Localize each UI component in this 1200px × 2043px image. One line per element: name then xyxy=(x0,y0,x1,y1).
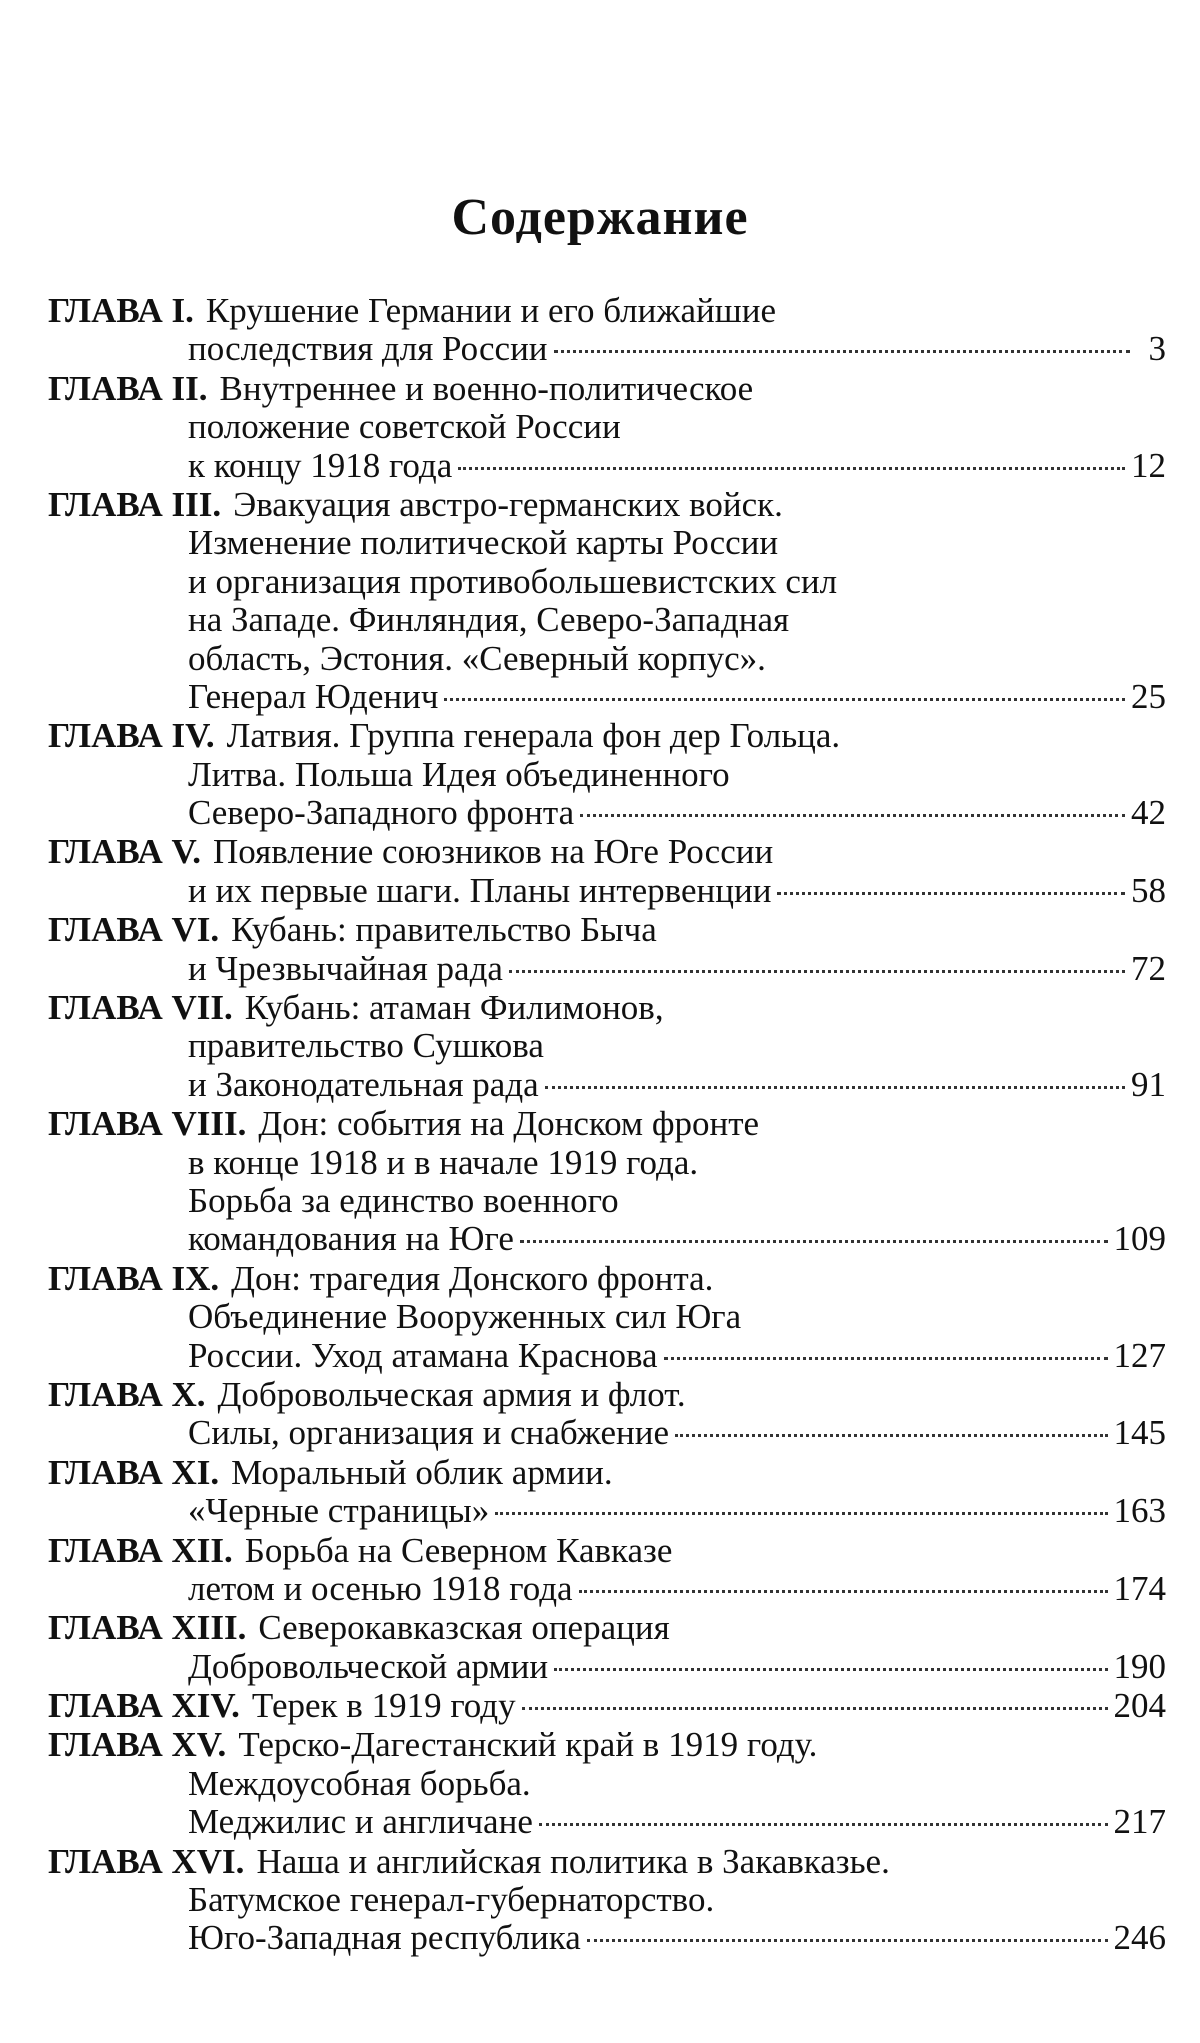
toc-line xyxy=(48,1414,1166,1452)
page-number: 42 xyxy=(1131,793,1166,833)
toc-line xyxy=(48,1570,1166,1608)
chapter-title-text: Дон: трагедия Донского фронта. xyxy=(231,1258,714,1298)
chapter-title-text: Батумское генерал-губернаторство. xyxy=(188,1880,715,1920)
chapter-label: ГЛАВА XII. xyxy=(48,1530,233,1570)
chapter-label: ГЛАВА I. xyxy=(48,291,194,330)
toc-line xyxy=(48,1765,1166,1803)
chapter-title-text: Дон: события на Донском фронте xyxy=(258,1104,760,1144)
chapter-title-text: Эвакуация австро-германских войск. xyxy=(233,484,783,524)
chapter-label: ГЛАВА VIII. xyxy=(48,1104,247,1144)
toc-line xyxy=(48,447,1166,485)
toc-line xyxy=(48,1881,1166,1919)
chapter-title-text: на Западе. Финляндия, Северо-Западная xyxy=(188,600,790,640)
chapter-title-text: Северо-Западного фронта xyxy=(188,793,575,833)
toc-line xyxy=(48,486,1166,524)
toc-line xyxy=(48,563,1166,601)
toc-entry xyxy=(48,1726,1166,1841)
page-number: 91 xyxy=(1131,1064,1166,1104)
dot-leader xyxy=(777,892,1125,895)
page-number: 163 xyxy=(1113,1491,1166,1531)
toc-line xyxy=(48,370,1166,408)
page-number: 72 xyxy=(1131,948,1166,988)
chapter-label: ГЛАВА X. xyxy=(48,1374,206,1414)
chapter-title-text: Кубань: правительство Быча xyxy=(231,910,657,950)
dot-leader xyxy=(444,698,1125,701)
chapter-title-text: Меджилис и англичане xyxy=(188,1802,533,1842)
page-number: 246 xyxy=(1113,1918,1166,1958)
page-number: 145 xyxy=(1113,1413,1166,1453)
page-number: 217 xyxy=(1113,1802,1166,1842)
toc-line xyxy=(48,1260,1166,1298)
toc-line xyxy=(48,833,1166,871)
chapter-title-text: Терско-Дагестанский край в 1919 году. xyxy=(238,1725,818,1765)
chapter-title-text: Внутреннее и военно-политическое xyxy=(219,368,754,408)
chapter-title-text: Кубань: атаман Филимонов, xyxy=(244,988,664,1028)
chapter-title-text: России. Уход атамана Краснова xyxy=(188,1335,658,1375)
chapter-title-text: Добровольческой армии xyxy=(188,1646,549,1686)
toc-line xyxy=(48,872,1166,910)
page-number: 190 xyxy=(1113,1646,1166,1686)
toc-line xyxy=(48,1609,1166,1647)
chapter-label: ГЛАВА II. xyxy=(48,368,208,408)
dot-leader xyxy=(664,1357,1108,1360)
chapter-title-text: Моральный облик армии. xyxy=(231,1452,613,1492)
toc-line xyxy=(48,950,1166,988)
toc-line xyxy=(48,408,1166,446)
page-number: 109 xyxy=(1113,1219,1166,1259)
toc-entry xyxy=(48,911,1166,988)
chapter-title-text: Наша и английская политика в Закавказье. xyxy=(256,1841,890,1881)
toc-entry xyxy=(48,370,1166,485)
dot-leader xyxy=(675,1434,1107,1437)
chapter-label: ГЛАВА V. xyxy=(48,832,202,872)
chapter-title-text: Силы, организация и снабжение xyxy=(188,1413,670,1453)
chapter-title-text: положение советской России xyxy=(188,407,621,447)
chapter-title-text: Юго-Западная республика xyxy=(188,1918,581,1958)
toc-line xyxy=(48,1919,1166,1957)
page-number: 12 xyxy=(1131,445,1166,485)
chapter-title-text: Изменение политической карты России xyxy=(188,523,779,563)
toc-line xyxy=(48,1298,1166,1336)
toc-entry xyxy=(48,717,1166,832)
toc-entry xyxy=(48,1532,1166,1609)
chapter-title-text: Появление союзников на Юге России xyxy=(213,832,774,872)
page-number: 127 xyxy=(1113,1335,1166,1375)
toc-entry xyxy=(48,1376,1166,1453)
toc-entry xyxy=(48,1843,1166,1958)
toc-line xyxy=(48,911,1166,949)
toc-line xyxy=(48,1182,1166,1220)
dot-leader xyxy=(580,814,1125,817)
chapter-label: ГЛАВА XI. xyxy=(48,1452,220,1492)
chapter-label: ГЛАВА XVI. xyxy=(48,1841,245,1881)
toc-line xyxy=(48,292,1166,330)
chapter-title-text: Крушение Германии и его ближайшие xyxy=(205,291,777,330)
toc-entry xyxy=(48,1105,1166,1259)
toc-entry xyxy=(48,989,1166,1104)
toc-entry xyxy=(48,292,1166,369)
chapter-label: ГЛАВА VII. xyxy=(48,988,233,1028)
dot-leader xyxy=(587,1939,1108,1942)
dot-leader xyxy=(522,1707,1108,1710)
dot-leader xyxy=(495,1512,1107,1515)
toc-line xyxy=(48,601,1166,639)
dot-leader xyxy=(458,467,1125,470)
toc-line xyxy=(48,1726,1166,1764)
chapter-label: ГЛАВА XIV. xyxy=(48,1686,240,1726)
chapter-title-text: «Черные страницы» xyxy=(188,1491,490,1531)
toc-line xyxy=(48,1803,1166,1841)
page-number: 3 xyxy=(1148,329,1166,369)
chapter-title-text: и Законодательная рада xyxy=(188,1064,539,1104)
toc-line xyxy=(48,1066,1166,1104)
toc-line xyxy=(48,1220,1166,1258)
chapter-title-text: последствия для России xyxy=(188,329,548,369)
toc-line xyxy=(48,1376,1166,1414)
table-of-contents xyxy=(48,292,1166,1959)
chapter-label: ГЛАВА XIII. xyxy=(48,1608,247,1648)
chapter-label: ГЛАВА III. xyxy=(48,484,222,524)
chapter-title-text: Генерал Юденич xyxy=(188,676,439,716)
dot-leader xyxy=(545,1086,1125,1089)
page-number: 25 xyxy=(1131,676,1166,716)
chapter-title-text: Борьба на Северном Кавказе xyxy=(244,1530,673,1570)
chapter-title-text: командования на Юге xyxy=(188,1219,514,1259)
toc-entry xyxy=(48,833,1166,910)
chapter-label: ГЛАВА XV. xyxy=(48,1725,227,1765)
chapter-label: ГЛАВА IV. xyxy=(48,716,215,756)
toc-line xyxy=(48,756,1166,794)
page-number: 174 xyxy=(1113,1568,1166,1608)
dot-leader xyxy=(579,1590,1108,1593)
toc-entry xyxy=(48,1454,1166,1531)
chapter-title-text: и их первые шаги. Планы интервенции xyxy=(188,870,772,910)
chapter-title-text: и Чрезвычайная рада xyxy=(188,948,503,988)
chapter-title-text: область, Эстония. «Северный корпус». xyxy=(188,638,766,678)
toc-entry xyxy=(48,1260,1166,1375)
chapter-title-text: Литва. Польша Идея объединенного xyxy=(188,754,730,794)
toc-line xyxy=(48,1144,1166,1182)
chapter-title-text: Междоусобная борьба. xyxy=(188,1763,531,1803)
toc-line xyxy=(48,678,1166,716)
toc-line xyxy=(48,640,1166,678)
chapter-title-text: Северокавказская операция xyxy=(258,1608,670,1648)
toc-line xyxy=(48,1105,1166,1143)
chapter-title-text: Добровольческая армия и флот. xyxy=(217,1374,686,1414)
chapter-label: ГЛАВА VI. xyxy=(48,910,220,950)
chapter-title-text: в конце 1918 и в начале 1919 года. xyxy=(188,1142,699,1182)
chapter-label: ГЛАВА IX. xyxy=(48,1258,220,1298)
chapter-title-text: правительство Сушкова xyxy=(188,1026,544,1066)
toc-line xyxy=(48,1532,1166,1570)
chapter-title-text: Терек в 1919 году xyxy=(251,1686,516,1726)
page-number: 204 xyxy=(1113,1686,1166,1726)
dot-leader xyxy=(554,350,1130,353)
chapter-title-text: Латвия. Группа генерала фон дер Гольца. xyxy=(226,716,841,756)
dot-leader xyxy=(539,1823,1108,1826)
toc-line xyxy=(48,989,1166,1027)
toc-line xyxy=(48,1843,1166,1881)
chapter-title-text: и организация противобольшевистских сил xyxy=(188,561,838,601)
toc-line xyxy=(48,524,1166,562)
dot-leader xyxy=(520,1240,1108,1243)
page-title: Содержание xyxy=(451,189,749,246)
toc-line xyxy=(48,1492,1166,1530)
toc-line xyxy=(48,1648,1166,1686)
dot-leader xyxy=(509,970,1125,973)
toc-line xyxy=(48,794,1166,832)
toc-line xyxy=(48,1687,1166,1725)
page-number: 58 xyxy=(1131,870,1166,910)
toc-line xyxy=(48,1454,1166,1492)
toc-entry xyxy=(48,486,1166,716)
chapter-title-text: к концу 1918 года xyxy=(188,445,453,485)
chapter-title-text: Объединение Вооруженных сил Юга xyxy=(188,1297,742,1337)
toc-line xyxy=(48,330,1166,368)
toc-entry xyxy=(48,1687,1166,1725)
chapter-title-text: летом и осенью 1918 года xyxy=(188,1568,573,1608)
chapter-title-text: Борьба за единство военного xyxy=(188,1180,619,1220)
toc-entry xyxy=(48,1609,1166,1686)
toc-line xyxy=(48,1337,1166,1375)
toc-line xyxy=(48,717,1166,755)
dot-leader xyxy=(554,1668,1107,1671)
toc-line xyxy=(48,1027,1166,1065)
